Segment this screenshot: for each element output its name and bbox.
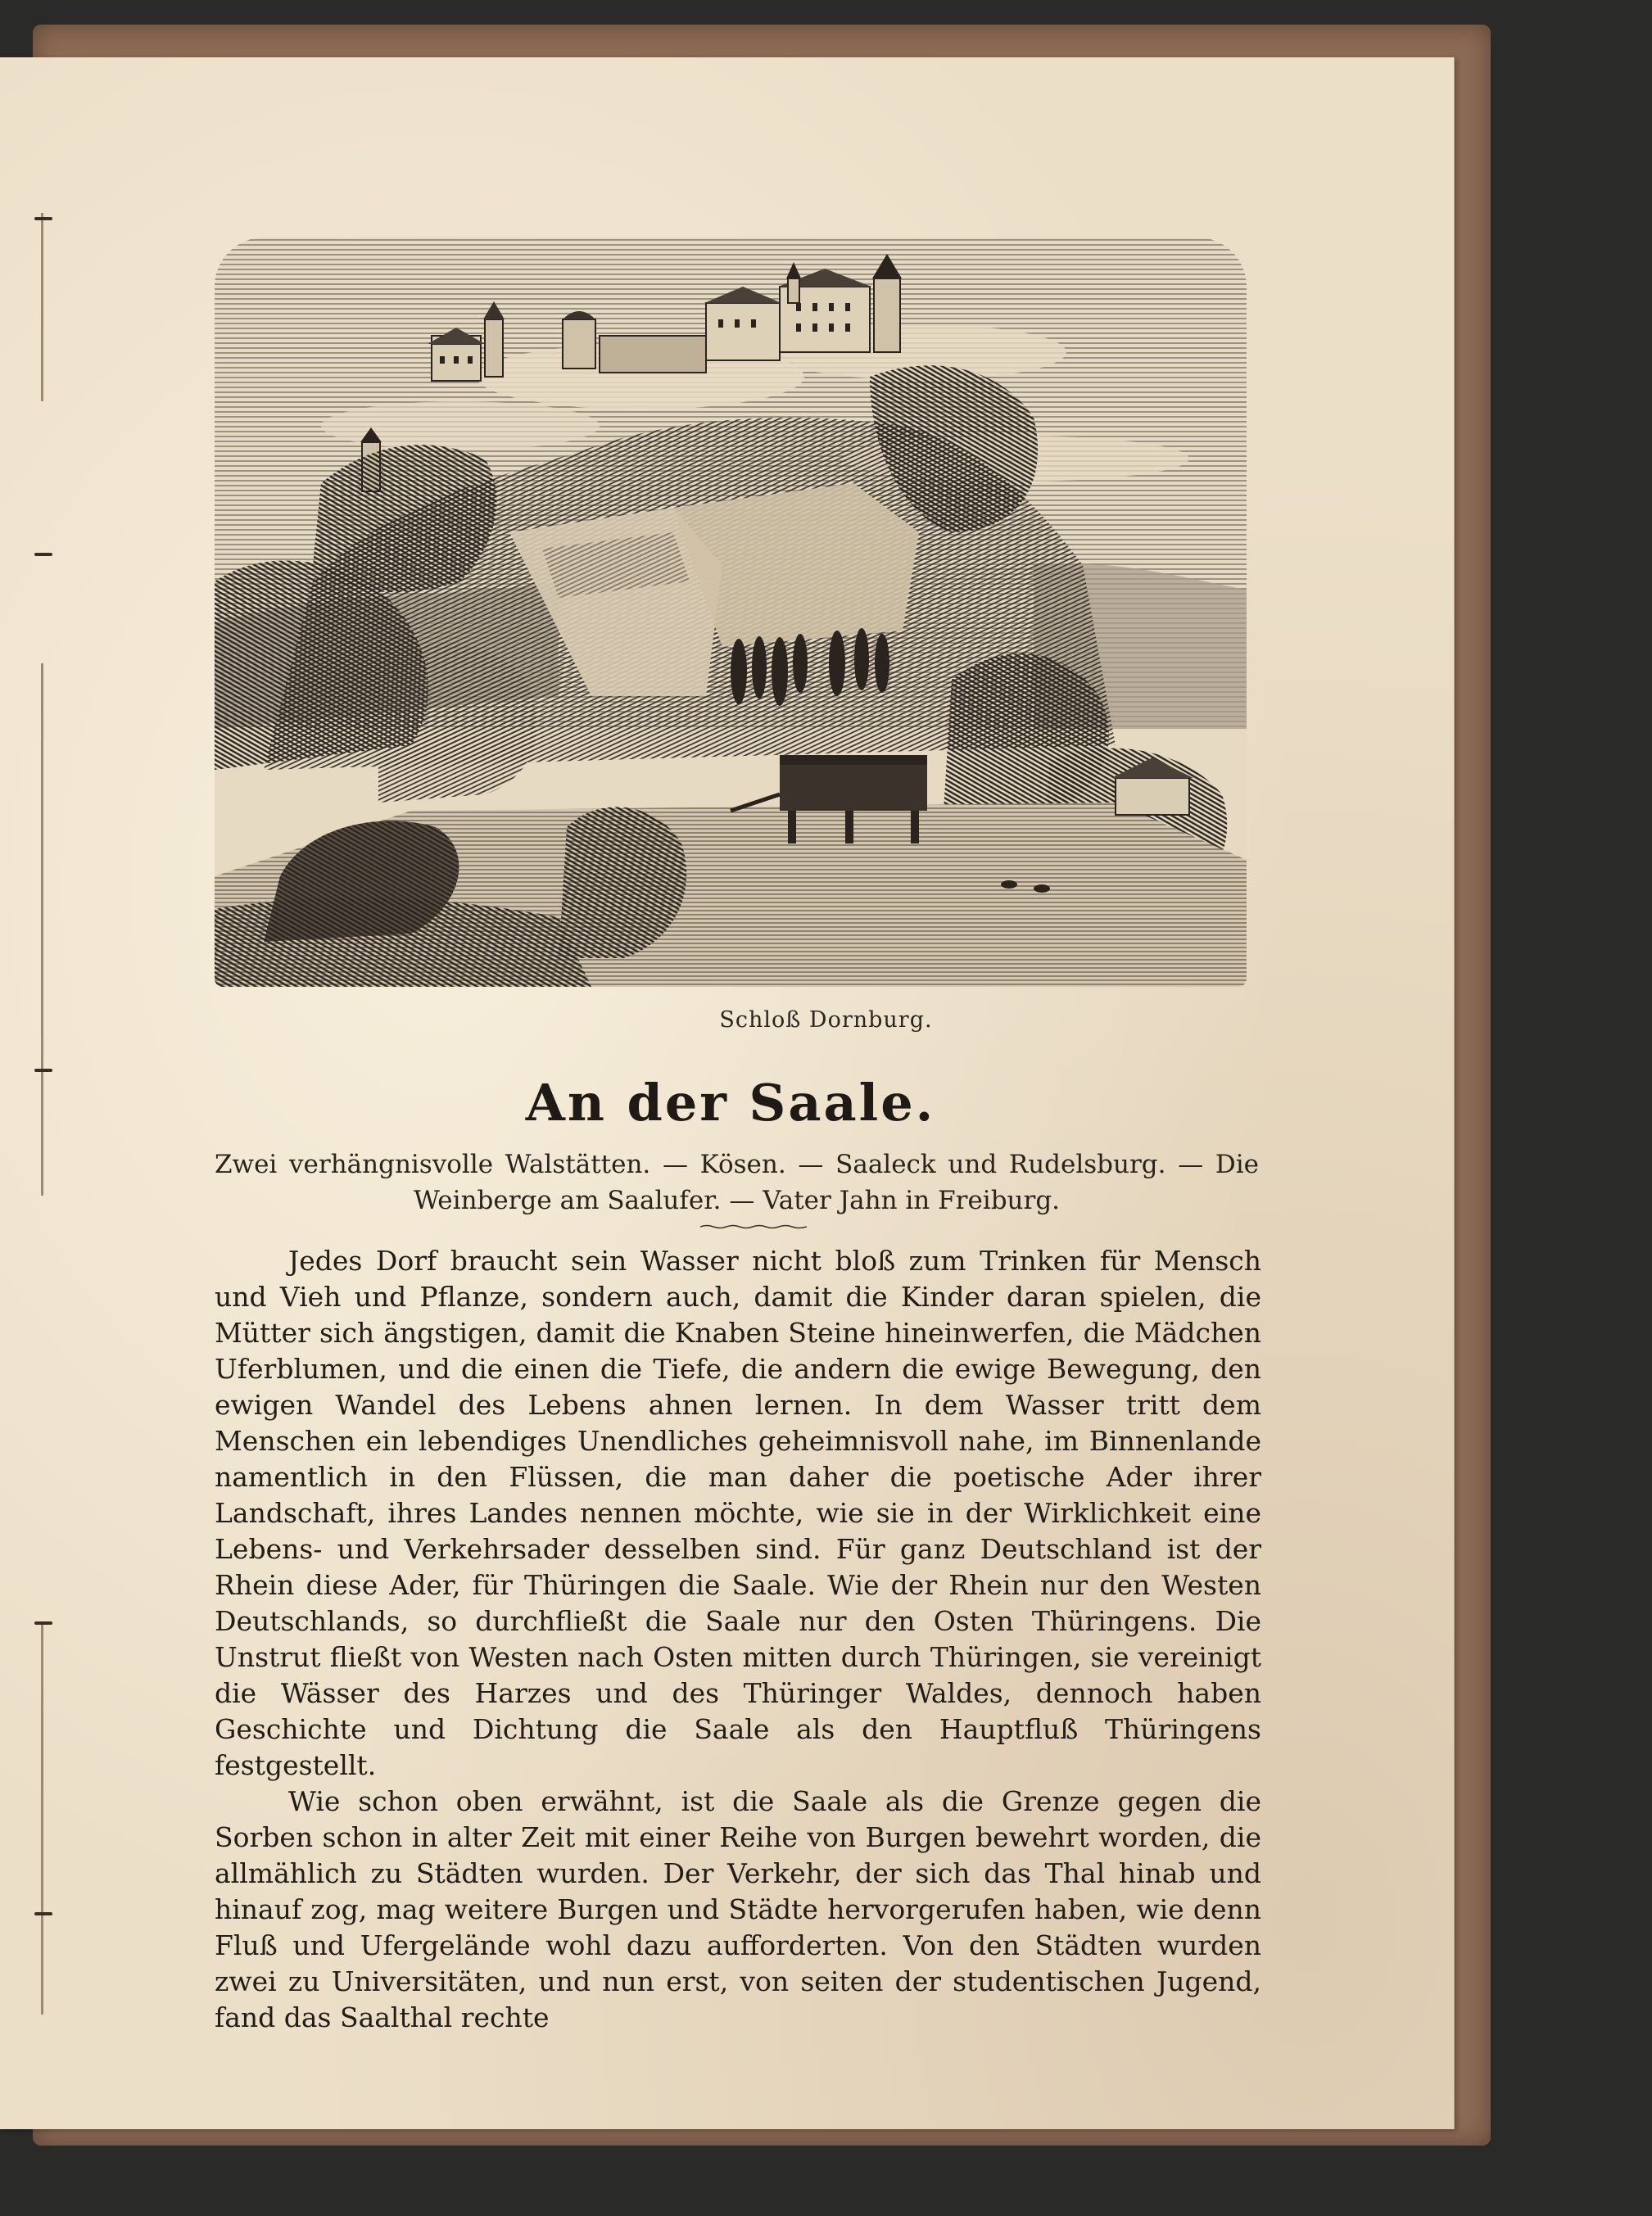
chapter-subtitle: Zwei verhängnisvolle Walstätten. — Kösen. — Saaleck und Rudelsburg. — Die Weinberge am Saalufer. — Vater Jahn in Freiburg. (215, 1150, 1259, 1215)
binding-hole (34, 553, 52, 556)
binding-hole (34, 217, 52, 220)
illustration-caption: Schloß Dornburg. (719, 1007, 933, 1033)
body-text (215, 1243, 1261, 2036)
paragraph: Wie schon oben erwähnt, ist die Saale als die Grenze gegen die Sorben schon in alter Zeit mit einer Reihe von Burgen bewehrt worden, die allmählich zu Städten wurden. Der Verkehr, der sich das Thal hinab und hinauf zog, mag weitere Burgen und Städte hervorgerufen haben, wie denn Fluß und Ufergelände wohl dazu aufforderten. Von den Städten wurden zwei zu Universitäten, und nun erst, von seiten der studentischen Jugend, fand das Saalthal rechte (215, 1785, 1261, 2033)
decorative-rule (700, 1224, 807, 1229)
binding-hole (34, 1621, 52, 1625)
binding-thread (41, 663, 43, 1196)
binding-thread (41, 1621, 43, 2015)
binding-thread (41, 213, 43, 401)
paragraph: Jedes Dorf braucht sein Wasser nicht bloß zum Trinken für Mensch und Vieh und Pflanze, sondern auch, damit die Kinder daran spielen, die Mütter sich ängstigen, damit die Knaben Steine hineinwerfen, die Mädchen Uferblumen, und die einen die Tiefe, die andern die ewige Bewegung, den ewigen Wandel des Lebens ahnen lernen. In dem Wasser tritt dem Menschen ein lebendiges Unendliches geheimnisvoll nahe, im Binnenlande namentlich in den Flüssen, die man daher die poetische Ader ihrer Landschaft, ihres Landes nennen möchte, wie sie in der Wirklichkeit eine Lebens- und Verkehrsader desselben sind. Für ganz Deutschland ist der Rhein diese Ader, für Thüringen die Saale. Wie der Rhein nur den Westen Deutschlands, so durchfließt die Saale nur den Osten Thüringens. Die Unstrut fließt von Westen nach Osten mitten durch Thüringen, sie vereinigt die Wässer des Harzes und des Thüringer Waldes, dennoch haben Geschichte und Dichtung die Saale als den Hauptfluß Thüringens festgestellt. (215, 1245, 1261, 1781)
binding-hole (34, 1069, 52, 1072)
binding-hole (34, 1912, 52, 1915)
engraving-illustration (215, 237, 1247, 987)
chapter-title: An der Saale. (525, 1073, 936, 1133)
